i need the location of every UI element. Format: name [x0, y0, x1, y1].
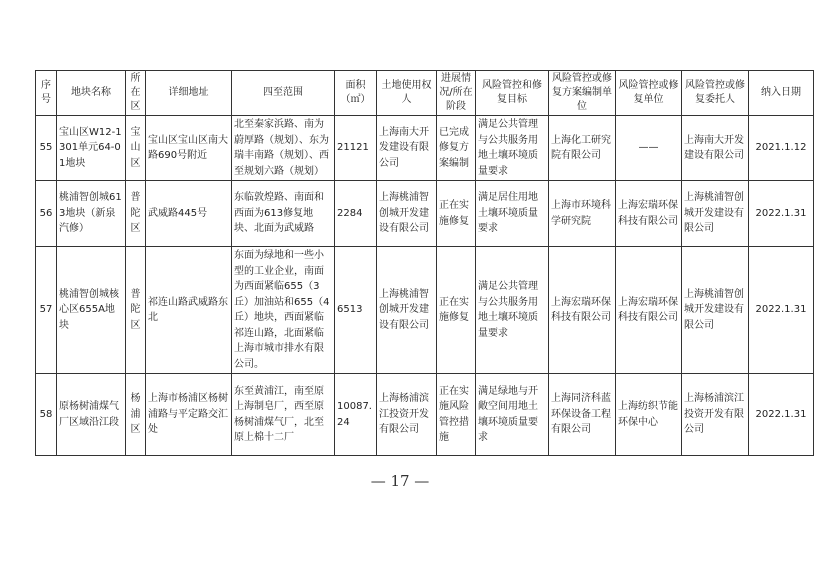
cell-target: 满足公共管理与公共服务用地土壤环境质量要求: [476, 247, 549, 374]
cell-date: 2021.1.12: [749, 116, 814, 181]
cell-site-name: 桃浦智创城613地块（新泉汽修）: [57, 181, 126, 247]
cell-district: 普陀区: [126, 181, 146, 247]
cell-planner: 上海宏瑞环保科技有限公司: [549, 247, 616, 374]
table-header-row: [36, 71, 814, 116]
cell-bounds: 东面为绿地和一些小型的工业企业，南面为西面紧临655（3丘）加油站和655（4丘）地块，西面紧临祁连山路，北面紧临上海市城市排水有限公司。: [232, 247, 335, 374]
header-cell: 进展情况/所在阶段: [437, 71, 476, 116]
cell-target: 满足绿地与开敞空间用地土壤环境质量要求: [476, 374, 549, 456]
cell-owner: 上海南大开发建设有限公司: [377, 116, 437, 181]
cell-client: 上海桃浦智创城开发建设有限公司: [682, 181, 749, 247]
cell-site-name: 宝山区W12-1301单元64-01地块: [57, 116, 126, 181]
cell-no: 57: [36, 247, 57, 374]
cell-contractor: ——: [616, 116, 682, 181]
header-cell: 详细地址: [146, 71, 232, 116]
cell-bounds: 北至秦家浜路、南为蔚厚路（规划）、东为瑞丰南路（规划）、西至规划六路（规划）: [232, 116, 335, 181]
cell-target: 满足居住用地土壤环境质量要求: [476, 181, 549, 247]
cell-client: 上海桃浦智创城开发建设有限公司: [682, 247, 749, 374]
cell-no: 55: [36, 116, 57, 181]
cell-no: 58: [36, 374, 57, 456]
cell-date: 2022.1.31: [749, 374, 814, 456]
page-number: — 17 —: [370, 472, 430, 490]
cell-area: 2284: [335, 181, 377, 247]
table-row: [36, 181, 814, 247]
cell-date: 2022.1.31: [749, 247, 814, 374]
header-cell: 地块名称: [57, 71, 126, 116]
header-cell: 土地使用权人: [377, 71, 437, 116]
contaminated-site-table: [35, 70, 814, 456]
cell-site-name: 桃浦智创城核心区655A地块: [57, 247, 126, 374]
cell-date: 2022.1.31: [749, 181, 814, 247]
cell-progress: 已完成修复方案编制: [437, 116, 476, 181]
cell-progress: 正在实施风险管控措施: [437, 374, 476, 456]
table-row: [36, 116, 814, 181]
cell-site-name: 原杨树浦煤气厂区域沿江段: [57, 374, 126, 456]
cell-owner: 上海杨浦滨江投资开发有限公司: [377, 374, 437, 456]
cell-target: 满足公共管理与公共服务用地土壤环境质量要求: [476, 116, 549, 181]
cell-planner: 上海化工研究院有限公司: [549, 116, 616, 181]
cell-contractor: 上海宏瑞环保科技有限公司: [616, 181, 682, 247]
table-row: [36, 374, 814, 456]
header-cell: 序号: [36, 71, 57, 116]
cell-bounds: 东至黄浦江，南至原上海制皂厂，西至原杨树浦煤气厂，北至原上棉十二厂: [232, 374, 335, 456]
header-cell: 纳入日期: [749, 71, 814, 116]
cell-area: 10087.24: [335, 374, 377, 456]
header-cell: 四至范围: [232, 71, 335, 116]
cell-planner: 上海市环境科学研究院: [549, 181, 616, 247]
cell-district: 杨浦区: [126, 374, 146, 456]
cell-owner: 上海桃浦智创城开发建设有限公司: [377, 181, 437, 247]
cell-progress: 正在实施修复: [437, 247, 476, 374]
cell-progress: 正在实施修复: [437, 181, 476, 247]
cell-district: 普陀区: [126, 247, 146, 374]
cell-area: 21121: [335, 116, 377, 181]
cell-address: 祁连山路武威路东北: [146, 247, 232, 374]
cell-planner: 上海同济科蓝环保设备工程有限公司: [549, 374, 616, 456]
cell-client: 上海南大开发建设有限公司: [682, 116, 749, 181]
cell-no: 56: [36, 181, 57, 247]
cell-contractor: 上海纺织节能环保中心: [616, 374, 682, 456]
cell-contractor: 上海宏瑞环保科技有限公司: [616, 247, 682, 374]
cell-address: 宝山区宝山区南大路690号附近: [146, 116, 232, 181]
header-cell: 所在区: [126, 71, 146, 116]
header-cell: 风险管控或修复委托人: [682, 71, 749, 116]
header-cell: 面积（㎡）: [335, 71, 377, 116]
cell-area: 6513: [335, 247, 377, 374]
cell-address: 武威路445号: [146, 181, 232, 247]
cell-owner: 上海桃浦智创城开发建设有限公司: [377, 247, 437, 374]
cell-client: 上海杨浦滨江投资开发有限公司: [682, 374, 749, 456]
header-cell: 风险管控或修复单位: [616, 71, 682, 116]
cell-address: 上海市杨浦区杨树浦路与平定路交汇处: [146, 374, 232, 456]
cell-bounds: 东临敦煌路、南面和西面为613修复地块、北面为武威路: [232, 181, 335, 247]
header-cell: 风险管控或修复方案编制单位: [549, 71, 616, 116]
cell-district: 宝山区: [126, 116, 146, 181]
table-row: [36, 247, 814, 374]
header-cell: 风险管控和修复目标: [476, 71, 549, 116]
